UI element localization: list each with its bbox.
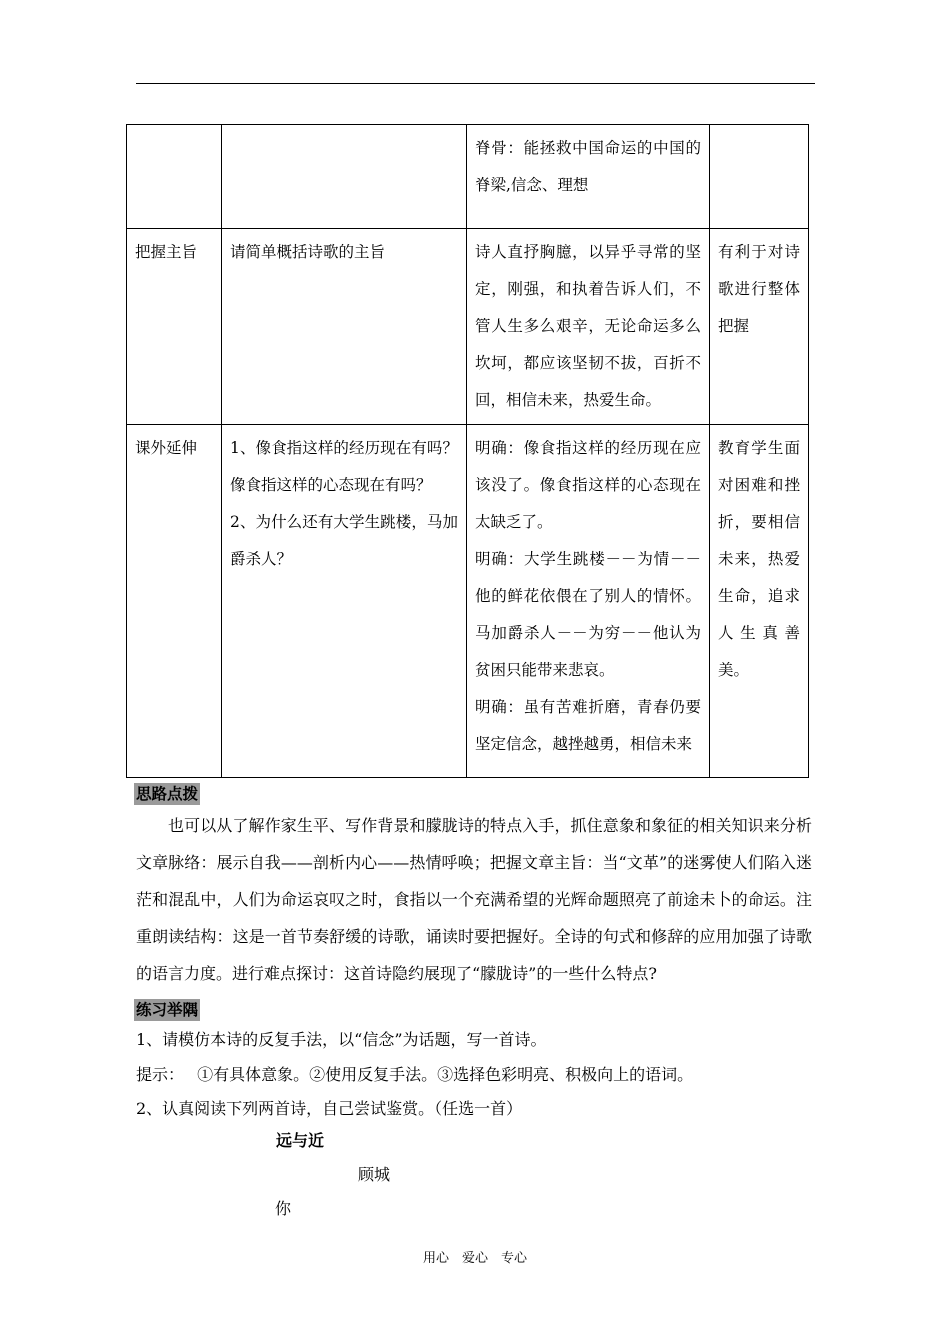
row3-col1: 课外延伸	[127, 425, 222, 778]
row1-col1	[127, 125, 222, 229]
poem-author: 顾城	[358, 1165, 391, 1184]
row3-col2-q2: 2、为什么还有大学生跳楼，马加爵杀人？	[230, 513, 458, 568]
page-footer: 用心 爱心 专心	[422, 1251, 527, 1266]
row3-col3	[467, 425, 710, 778]
table-row	[127, 229, 809, 425]
poem-title: 远与近	[276, 1131, 325, 1150]
lesson-table	[126, 124, 809, 778]
exercise-item-1: 1、请模仿本诗的反复手法，以“信念”为话题，写一首诗。	[136, 1030, 547, 1049]
exercise-item-2: 2、认真阅读下列两首诗，自己尝试鉴赏。（任选一首）	[136, 1099, 523, 1118]
row2-col4: 有利于对诗歌进行整体把握	[710, 229, 809, 425]
row2-col1: 把握主旨	[127, 229, 222, 425]
row2-col3	[467, 229, 710, 425]
approach-paragraph: 也可以从了解作家生平、写作背景和朦胧诗的特点入手，抓住意象和象征的相关知识来分析文章脉络：展示自我——剖析内心——热情呼唤；把握文章主旨：当“文革”的迷雾使人们陷入迷茫和混乱中，人们为命运哀叹之时，食指以一个充满希望的光辉命题照亮了前途未卜的命运。注重朗读结构：这是一首节奏舒缓的诗歌，诵读时要把握好。全诗的句式和修辞的应用加强了诗歌的语言力度。进行难点探讨：这首诗隐约展现了“朦胧诗”的一些什么特点?	[136, 816, 812, 983]
row3-col3-a3: 明确：虽有苦难折磨，青春仍要坚定信念，越挫越勇，相信未来	[475, 698, 701, 753]
section-heading-approach: 思路点拨	[136, 785, 199, 803]
row1-col3-text: 脊骨：能拯救中国命运的中国的脊梁,信念、理想	[475, 139, 701, 194]
row2-col3-text: 诗人直抒胸臆，以异乎寻常的坚定，刚强，和执着告诉人们，不管人生多么艰辛，无论命运多么坎坷，都应该坚韧不拔，百折不回，相信未来，热爱生命。	[475, 243, 701, 409]
exercise-hint: 提示： ①有具体意象。②使用反复手法。③选择色彩明亮、积极向上的语词。	[136, 1065, 694, 1084]
table-row	[127, 425, 809, 778]
row1-col4	[710, 125, 809, 229]
row3-col4: 教育学生面对困难和挫折，要相信未来，热爱生命，追求人生真善美。	[710, 425, 809, 778]
section-heading-exercises: 练习举隅	[136, 1001, 199, 1019]
row3-col2	[222, 425, 467, 778]
header-rule	[136, 83, 815, 84]
row3-col3-a2: 明确：大学生跳楼－－为情－－他的鲜花依偎在了别人的情怀。马加爵杀人－－为穷－－他认为贫困只能带来悲哀。	[475, 550, 701, 679]
row1-col3	[467, 125, 710, 229]
poem-line: 你	[275, 1199, 292, 1218]
table-row	[127, 125, 809, 229]
row3-col2-q1: 1、像食指这样的经历现在有吗？像食指这样的心态现在有吗？	[230, 439, 458, 494]
row2-col2: 请简单概括诗歌的主旨	[222, 229, 467, 425]
row1-col2	[222, 125, 467, 229]
row3-col3-a1: 明确：像食指这样的经历现在应该没了。像食指这样的心态现在太缺乏了。	[475, 439, 701, 531]
